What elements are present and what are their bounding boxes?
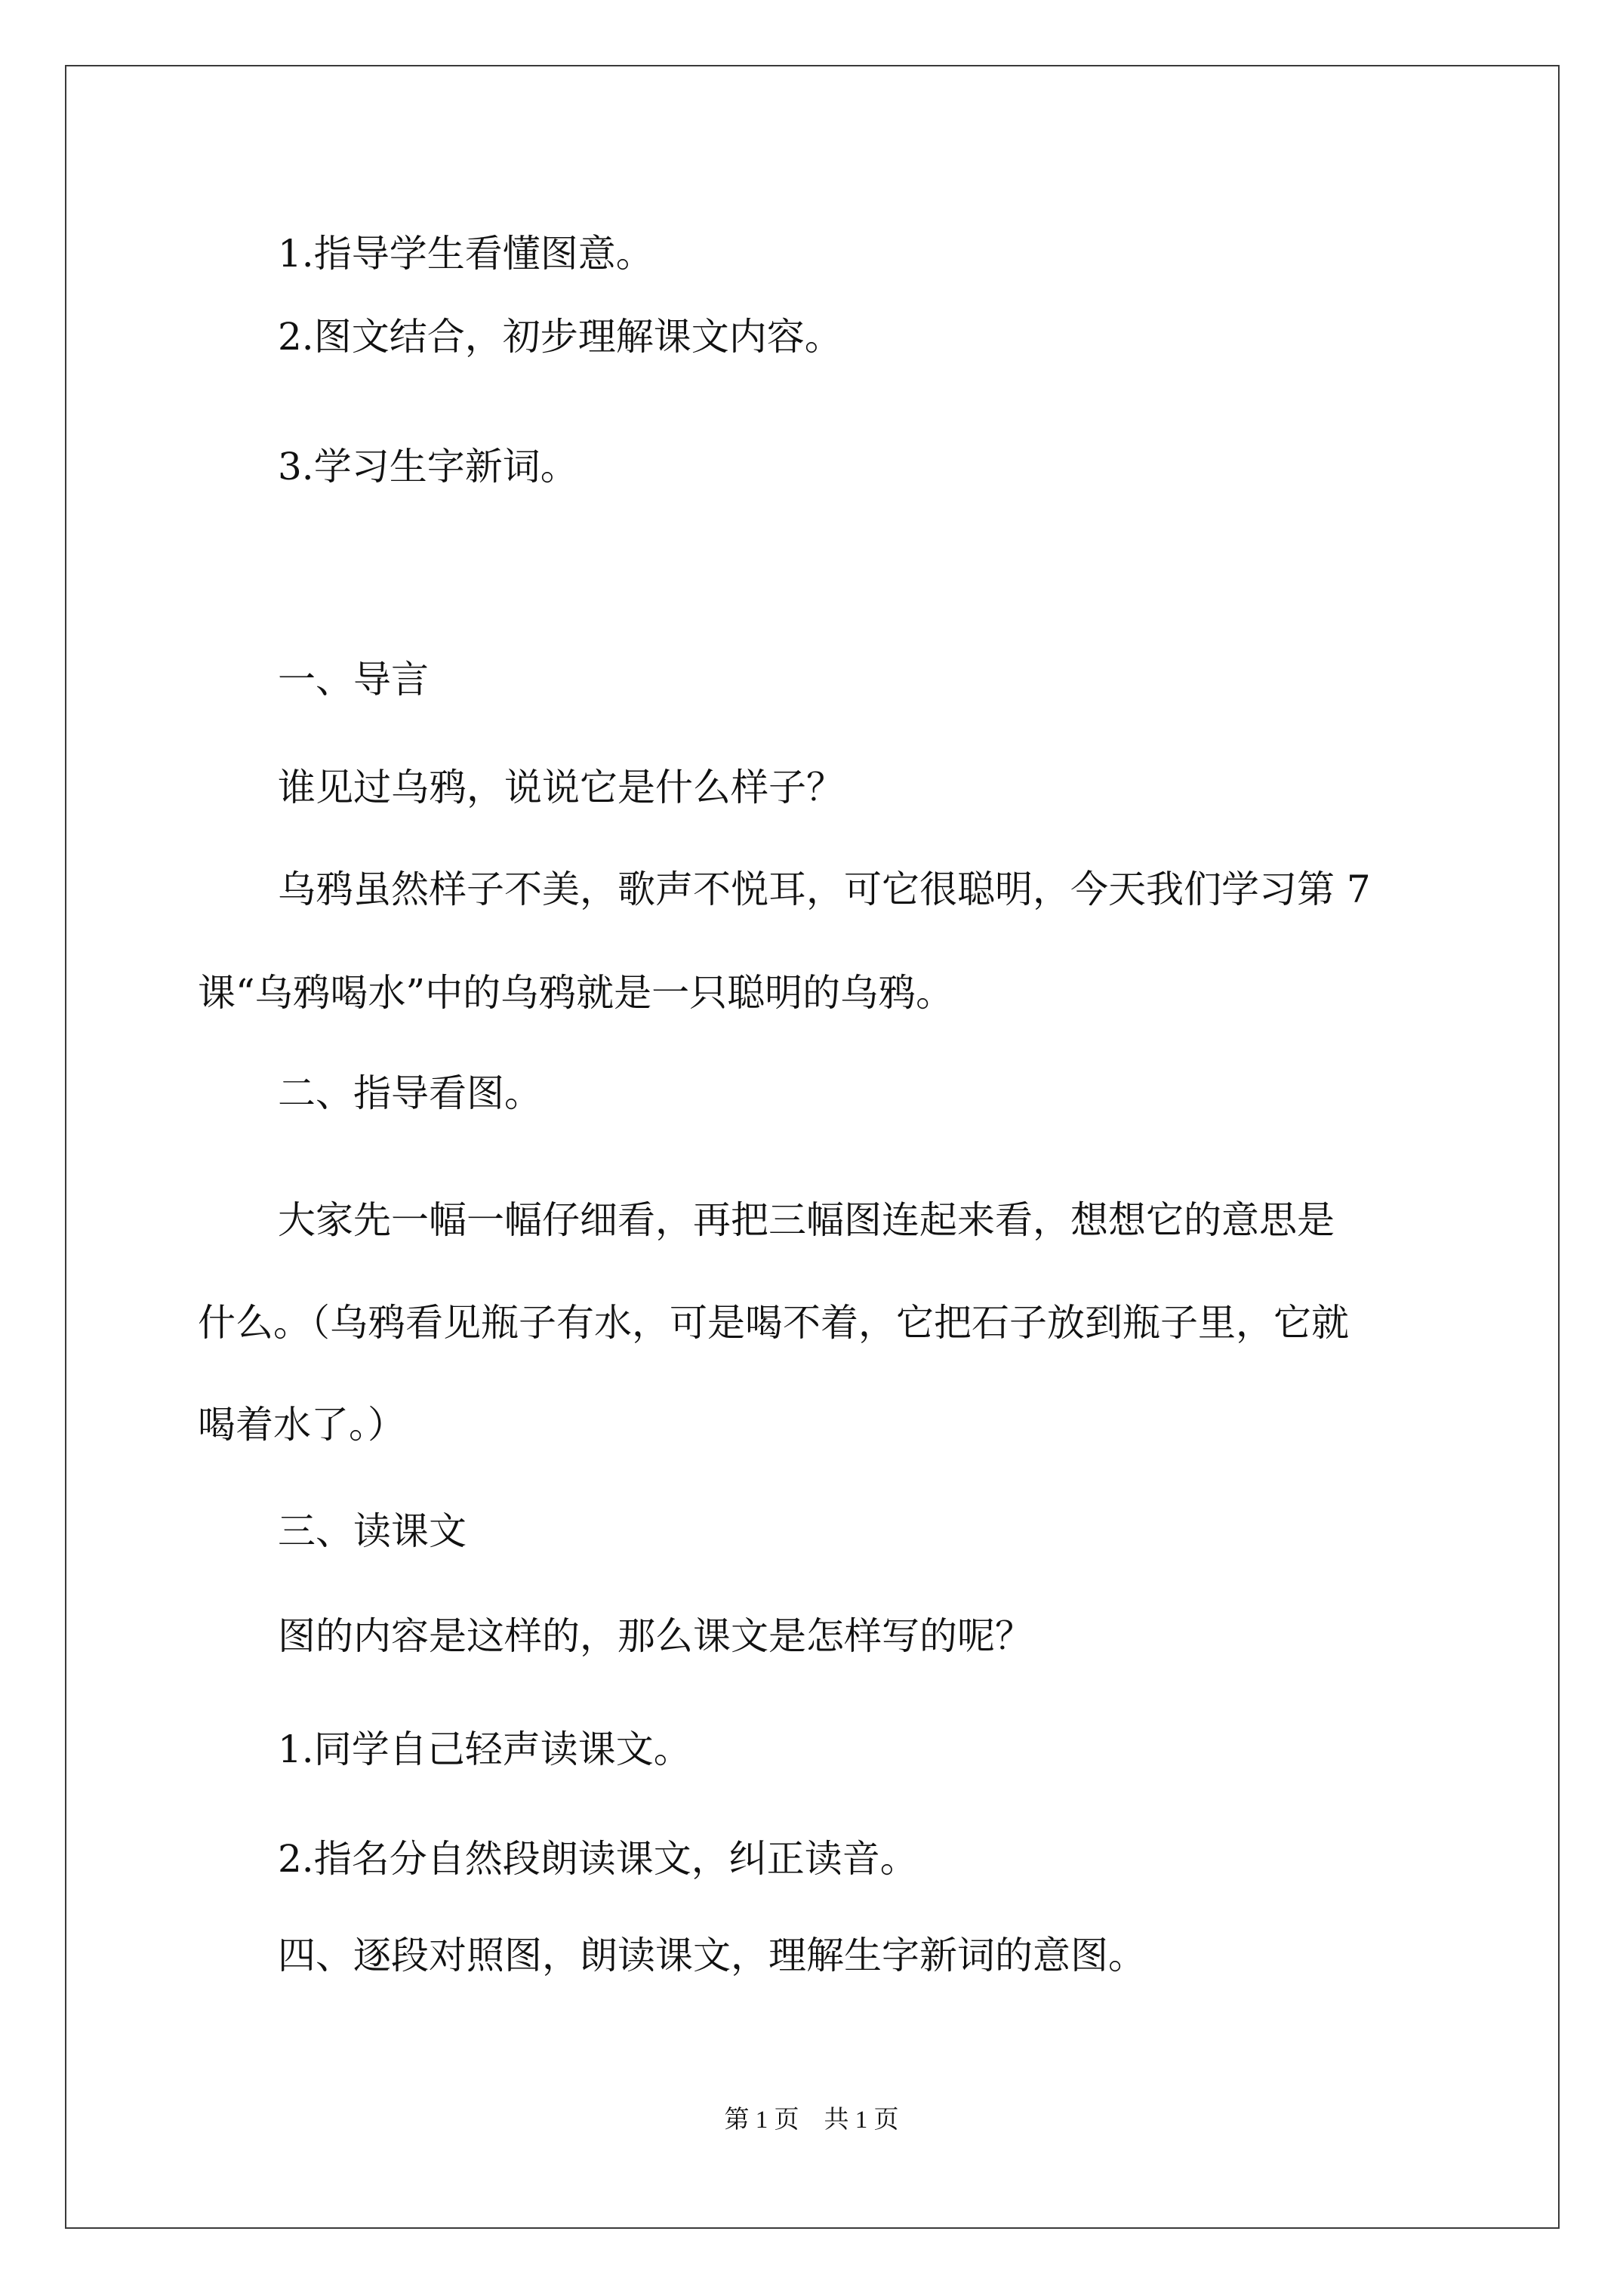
page-frame bbox=[65, 65, 1560, 2229]
objective-3: 3.学习生字新词。 bbox=[278, 445, 578, 488]
section2-line3: 喝着水了。） bbox=[198, 1403, 405, 1447]
section3-heading: 三、读课文 bbox=[278, 1509, 467, 1553]
objective-1: 1.指导学生看懂图意。 bbox=[278, 232, 654, 276]
section4-heading: 四、逐段对照图，朗读课文，理解生字新词的意图。 bbox=[278, 1934, 1146, 1977]
section3-question: 图的内容是这样的，那么课文是怎样写的呢？ bbox=[278, 1614, 1033, 1658]
section3-step1: 1.同学自己轻声读课文。 bbox=[278, 1727, 691, 1771]
section1-heading: 一、导言 bbox=[278, 658, 429, 701]
section2-line2: 什么。（乌鸦看见瓶子有水，可是喝不着，它把石子放到瓶子里，它就 bbox=[198, 1301, 1349, 1345]
section3-step2: 2.指名分自然段朗读课文，纠正读音。 bbox=[278, 1837, 918, 1881]
section1-intro-line1: 乌鸦虽然样子不美，歌声不悦耳，可它很聪明，今天我们学习第 7 bbox=[278, 868, 1371, 911]
page-footer: 第 1 页 共 1 页 bbox=[724, 2106, 899, 2134]
section2-line1: 大家先一幅一幅仔细看，再把三幅图连起来看，想想它的意思是 bbox=[278, 1198, 1335, 1242]
objective-2: 2.图文结合，初步理解课文内容。 bbox=[278, 315, 842, 359]
section1-intro-line2: 课“乌鸦喝水”中的乌鸦就是一只聪明的乌鸦。 bbox=[198, 971, 954, 1015]
section1-question: 谁见过乌鸦，说说它是什么样子？ bbox=[278, 766, 844, 809]
section2-heading: 二、指导看图。 bbox=[278, 1071, 542, 1115]
